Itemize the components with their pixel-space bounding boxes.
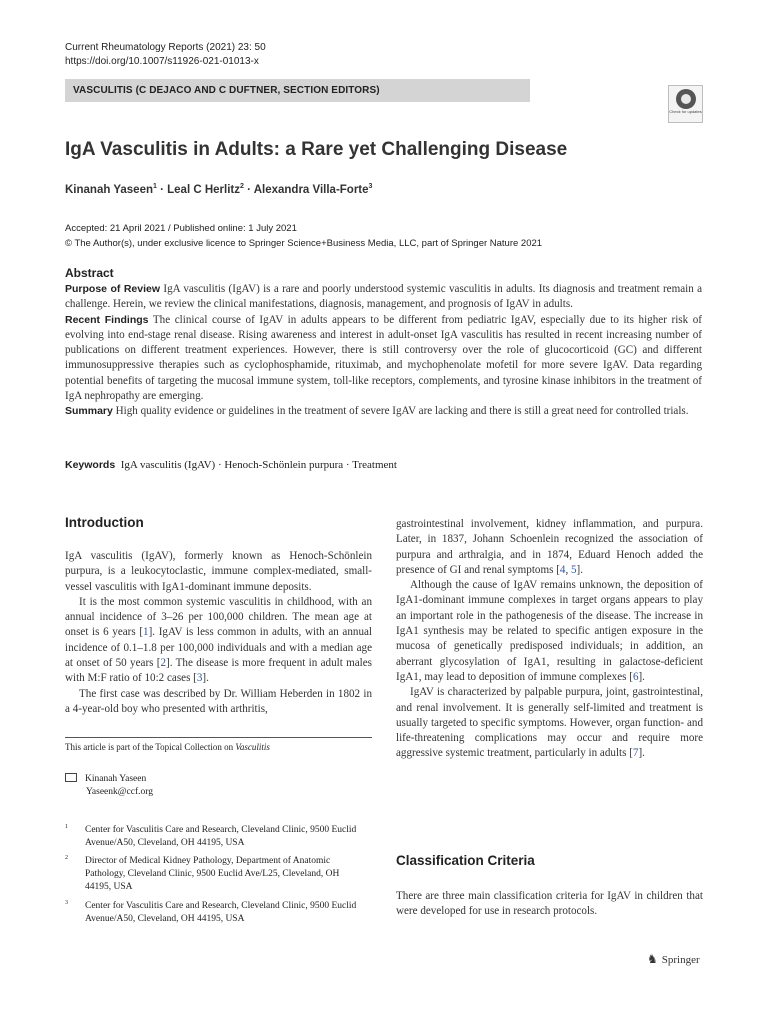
check-updates-icon bbox=[676, 89, 696, 109]
keywords-text: IgA vasculitis (IgAV) · Henoch-Schönlein purpura · Treatment bbox=[120, 459, 397, 471]
paragraph bbox=[396, 578, 703, 685]
affiliation-number: 3 bbox=[65, 900, 68, 906]
citation-link[interactable]: 4 bbox=[559, 563, 566, 576]
abstract-text: IgA vasculitis (IgAV) is a rare and poorly understood systemic vasculitis in adults. Its diagnosis and treatment remain a challenge. Herein, we review the clinical manifestations, diagnosis, management, and prognosis of IgAV in adults. bbox=[65, 283, 702, 311]
text-run: Although the cause of IgAV remains unknown, the deposition of IgA1-dominant immune complexes in target organs appears to play an important role in the pathogenesis of the disease. The increase in IgA1 synthesis may be related to specific antigen exposure in the mucosa of genetically predisposed individuals; in addition, an aberrant glycosylation of IgA1, resulting in galactose-deficient IgA1, may lead to deposition of immune complexes [ bbox=[396, 579, 703, 683]
text-run: ]. The disease is more frequent in adult males with M:F ratio of 10:2 cases [ bbox=[65, 657, 373, 685]
affiliation-marker: 3 bbox=[368, 183, 373, 190]
publication-dates: Accepted: 21 April 2021 / Published online: 1 July 2021 bbox=[65, 223, 297, 234]
check-updates-label: Check for updates bbox=[669, 109, 702, 114]
journal-citation: Current Rheumatology Reports (2021) 23: 50 bbox=[65, 42, 266, 53]
text-run: , bbox=[565, 563, 571, 576]
doi-link[interactable]: https://doi.org/10.1007/s11926-021-01013-x bbox=[65, 56, 259, 67]
citation-link[interactable]: 3 bbox=[196, 672, 203, 685]
text-run: ]. bbox=[576, 563, 583, 576]
affiliation-text: Center for Vasculitis Care and Research, Cleveland Clinic, 9500 Euclid Avenue/A50, Cleveland, OH 44195, USA bbox=[85, 825, 357, 848]
abstract-label: Summary bbox=[65, 405, 113, 418]
affiliation bbox=[65, 900, 365, 926]
text-run: IgAV is characterized by palpable purpura, joint, gastrointestinal, and renal involvement. It is generally self-limited and treatment is usually targeted to specific symptoms. However, organ function- and life-threatening complications may occur and require more aggressive systemic treatment, particularly in adults [ bbox=[396, 686, 703, 760]
paragraph bbox=[396, 517, 703, 578]
abstract-body bbox=[65, 282, 702, 420]
topical-collection-note bbox=[65, 742, 270, 752]
check-for-updates-badge[interactable] bbox=[668, 85, 703, 123]
affiliation bbox=[65, 855, 365, 893]
publisher-name: Springer bbox=[661, 954, 700, 966]
corresponding-author-email[interactable]: Yaseenk@ccf.org bbox=[86, 787, 153, 797]
text-run: It is the most common systemic vasculitis in childhood, with an annual incidence of 3–26 per 100,000 children. The mean age at onset is 6 years [ bbox=[65, 595, 372, 639]
affiliation-marker: 2 bbox=[240, 183, 244, 190]
affiliation-text: Director of Medical Kidney Pathology, Department of Anatomic Pathology, Cleveland Clinic, 9500 Euclid Ave/L25, Cleveland, OH 44195, USA bbox=[85, 856, 340, 892]
author-name[interactable]: Leal C Herlitz bbox=[167, 183, 240, 196]
section-heading-introduction: Introduction bbox=[65, 515, 144, 530]
author-name[interactable]: Alexandra Villa-Forte bbox=[253, 183, 369, 196]
corresponding-author bbox=[65, 772, 153, 799]
keywords bbox=[65, 459, 397, 471]
abstract-label: Purpose of Review bbox=[65, 283, 161, 295]
abstract-summary bbox=[65, 404, 702, 419]
citation-link[interactable]: 6 bbox=[632, 670, 639, 683]
affiliation-number: 1 bbox=[65, 824, 68, 830]
corresponding-author-name: Kinanah Yaseen bbox=[85, 774, 147, 784]
abstract-text: High quality evidence or guidelines in the treatment of severe IgAV are lacking and there is still a great need for controlled trials. bbox=[115, 405, 689, 418]
text-run: ]. bbox=[638, 670, 645, 683]
citation-link[interactable]: 1 bbox=[143, 626, 149, 639]
affiliation bbox=[65, 824, 365, 850]
collection-name[interactable]: Vasculitis bbox=[235, 742, 270, 752]
classification-body bbox=[396, 889, 703, 920]
paragraph bbox=[396, 685, 703, 761]
abstract-label: Recent Findings bbox=[65, 313, 149, 326]
left-column-body bbox=[65, 549, 372, 717]
keywords-label: Keywords bbox=[65, 459, 116, 471]
citation-link[interactable]: 2 bbox=[160, 657, 167, 670]
envelope-icon bbox=[65, 773, 77, 782]
affiliation-text: Center for Vasculitis Care and Research, Cleveland Clinic, 9500 Euclid Avenue/A50, Cleveland, OH 44195, USA bbox=[85, 901, 357, 924]
abstract-findings bbox=[65, 313, 702, 405]
footnote-divider bbox=[65, 737, 372, 738]
paragraph: There are three main classification criteria for IgAV in children that were developed for use in research protocols. bbox=[396, 890, 703, 918]
author-name[interactable]: Kinanah Yaseen bbox=[65, 183, 153, 196]
abstract-text: The clinical course of IgAV in adults appears to be different from pediatric IgAV, especially due to its higher risk of evolving into end-stage renal disease. Rising awareness and interest in adult-onset IgA vasculitis has resulted in recent increasing number of publications on different treatment experiences. However, there is still controversy over the role of glucocorticoid (GC) and different immunosuppressive therapies such as cyclophosphamide, rituximab, and mychophenolate mofetil for more severe IgAV. Data regarding potential benefits of targeting the mucosal immune system, toll-like receptors, complements, and tyrosine kinase inhibitors in the treatment of IgA nephropathy are emerging. bbox=[65, 313, 702, 403]
paragraph: The first case was described by Dr. William Heberden in 1802 in a 4-year-old boy who presented with arthritis, bbox=[65, 687, 372, 715]
citation-link[interactable]: 7 bbox=[632, 747, 639, 760]
author-separator: · bbox=[243, 183, 254, 196]
text-run: gastrointestinal involvement, kidney inflammation, and purpura. Later, in 1837, Johann Schoenlein recognized the association of purpura and arthralgia, and in 1874, Eduard Henoch added the presence of GI and renal symptoms [ bbox=[396, 518, 703, 576]
paragraph: IgA vasculitis (IgAV), formerly known as Henoch-Schönlein purpura, is a leukocytoclastic, immune complex-mediated, small-vessel vasculitis with IgA1-dominant immune deposits. bbox=[65, 550, 372, 593]
paragraph bbox=[65, 595, 372, 687]
springer-horse-icon: ♞ bbox=[647, 952, 658, 966]
section-heading-classification: Classification Criteria bbox=[396, 853, 535, 868]
citation-link[interactable]: 5 bbox=[570, 563, 577, 576]
copyright-notice: © The Author(s), under exclusive licence to Springer Science+Business Media, LLC, part of Springer Nature 2021 bbox=[65, 238, 543, 249]
text-run: This article is part of the Topical Collection on bbox=[65, 742, 236, 752]
publisher-logo bbox=[647, 952, 700, 967]
affiliation-marker: 1 bbox=[153, 183, 157, 190]
right-column-body bbox=[396, 517, 703, 762]
text-run: ]. IgAV is less common in adults, with an annual incidence of 0.1–1.8 per 100,000 individuals and with a median age at onset of 50 years [ bbox=[65, 626, 373, 670]
text-run: ]. bbox=[638, 747, 645, 760]
text-run: ]. bbox=[202, 672, 209, 685]
article-title: IgA Vasculitis in Adults: a Rare yet Challenging Disease bbox=[65, 139, 568, 160]
abstract-purpose bbox=[65, 282, 702, 313]
author-list bbox=[65, 183, 372, 196]
affiliation-number: 2 bbox=[65, 855, 68, 861]
author-separator: · bbox=[156, 183, 168, 196]
abstract-heading: Abstract bbox=[65, 266, 114, 280]
section-banner: VASCULITIS (C DEJACO AND C DUFTNER, SECTION EDITORS) bbox=[65, 79, 530, 102]
